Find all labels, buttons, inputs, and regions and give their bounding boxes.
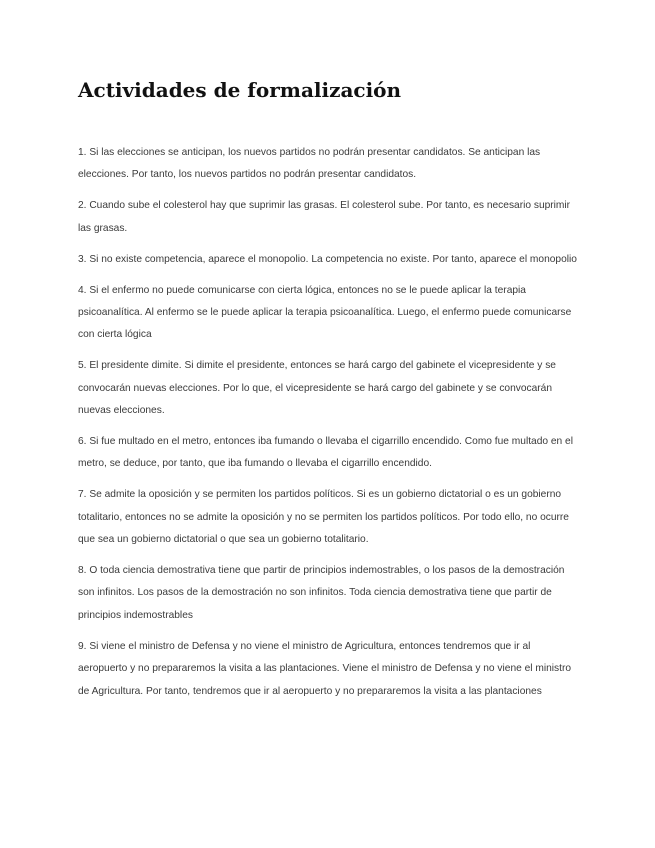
exercise-item-7: 7. Se admite la oposición y se permiten los partidos políticos. Si es un gobierno dictatorial o es un gobierno totalitario, entonces no se admite la oposición y no se permiten los partidos políticos. Por todo ello, no ocurre que sea un gobierno dictatorial o que sea un gobierno totalitario. — [78, 489, 569, 546]
exercise-item-5: 5. El presidente dimite. Si dimite el presidente, entonces se hará cargo del gabinete el vicepresidente y se convocarán nuevas elecciones. Por lo que, el vicepresidente se hará cargo del gabinete y se convocarán nuevas elecciones. — [78, 360, 556, 417]
exercise-item-1: 1. Si las elecciones se anticipan, los nuevos partidos no podrán presentar candidatos. Se anticipan las elecciones. Por tanto, los nuevos partidos no podrán presentar candidatos. — [78, 147, 541, 181]
exercise-item-4: 4. Si el enfermo no puede comunicarse con cierta lógica, entonces no se le puede aplicar la terapia psicoanalítica. Al enfermo se le puede aplicar la terapia psicoanalítica. Luego, el enfermo puede comunicarse con cierta lógica — [78, 284, 572, 341]
page-title: Actividades de formalización — [78, 78, 402, 102]
exercise-item-3: 3. Si no existe competencia, aparece el monopolio. La competencia no existe. Por tanto, aparece el monopolio — [78, 253, 577, 265]
exercise-item-2: 2. Cuando sube el colesterol hay que suprimir las grasas. El colesterol sube. Por tanto, es necesario suprimir las grasas. — [78, 200, 571, 234]
exercise-item-9: 9. Si viene el ministro de Defensa y no viene el ministro de Agricultura, entonces tendremos que ir al aeropuerto y no prepararemos la visita a las plantaciones. Viene el ministro de Defensa y no viene el ministro de Agricultura. Por tanto, tendremos que ir al aeropuerto y no prepararemos la visita a las plantaciones — [78, 640, 572, 697]
exercise-item-6: 6. Si fue multado en el metro, entonces iba fumando o llevaba el cigarrillo encendido. Como fue multado en el metro, se deduce, por tanto, que iba fumando o llevaba el cigarrillo encendido. — [78, 435, 573, 470]
exercise-item-8: 8. O toda ciencia demostrativa tiene que partir de principios indemostrables, o los pasos de la demostración son infinitos. Los pasos de la demostración no son infinitos. Toda ciencia demostrativa tiene que partir de principios indemostrables — [78, 565, 565, 621]
exercise-list — [78, 142, 578, 711]
